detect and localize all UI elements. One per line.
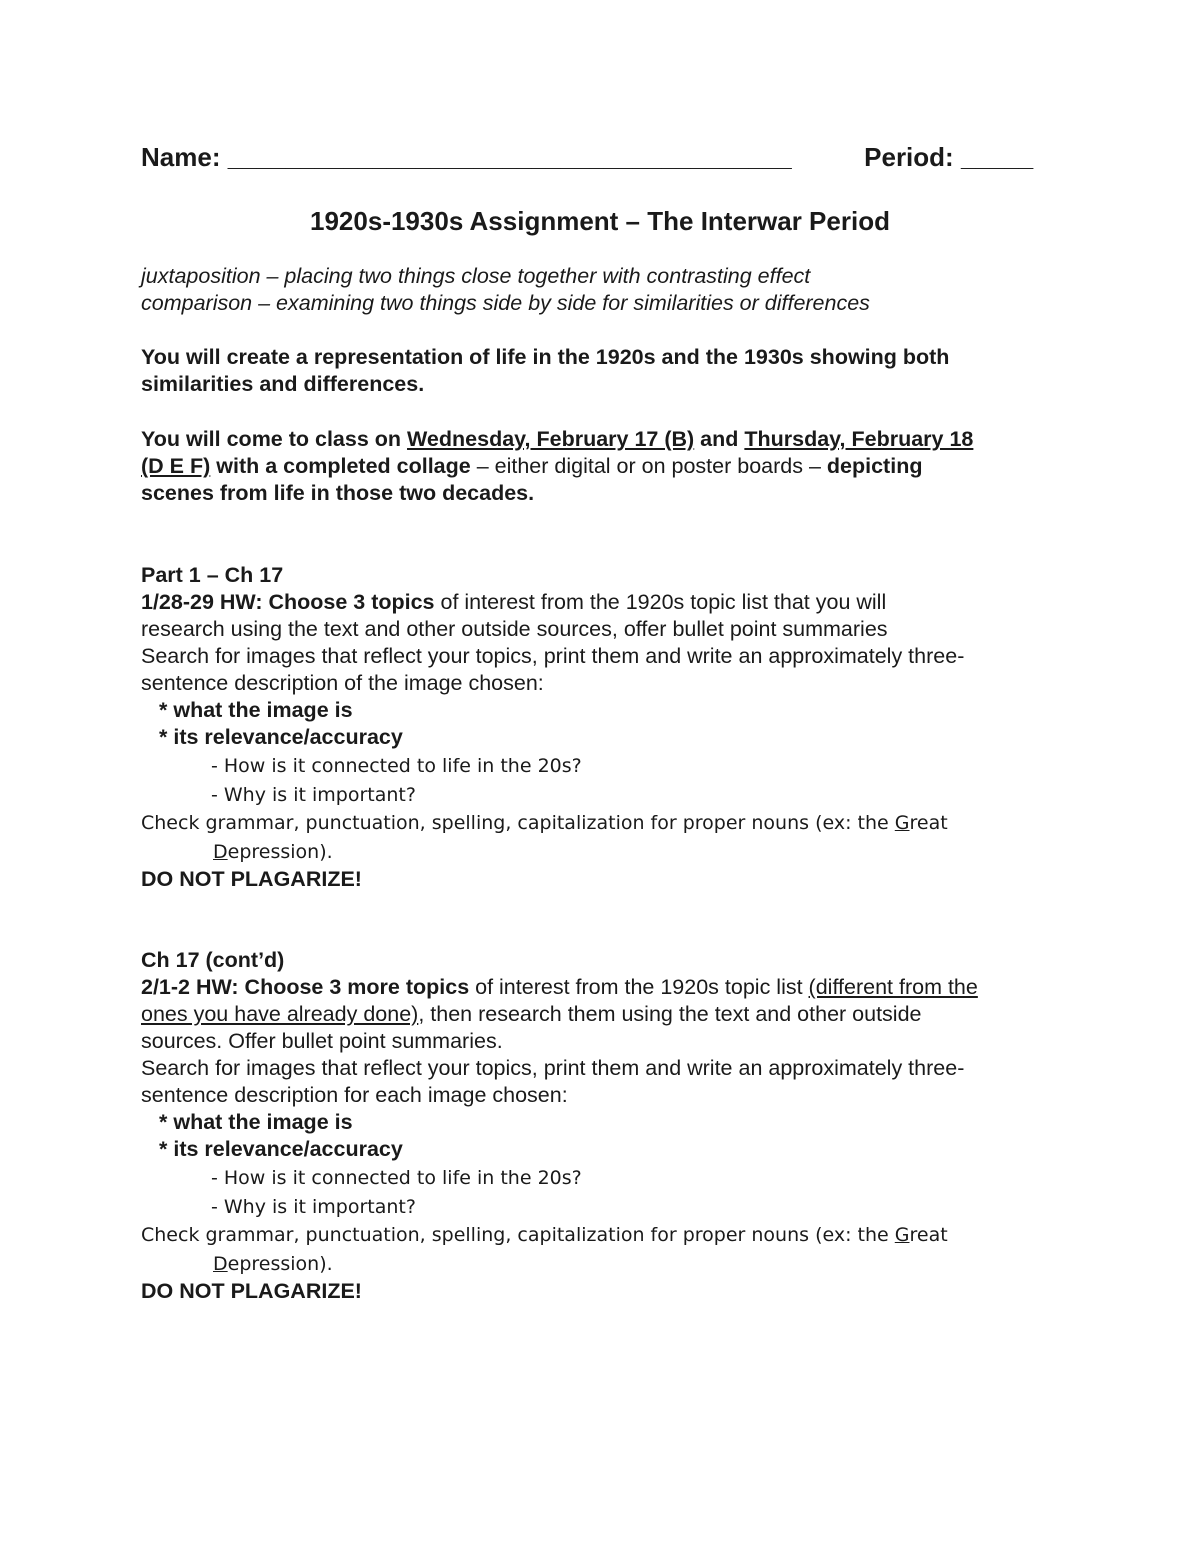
part1-section xyxy=(141,562,1071,751)
check-text: Check grammar, punctuation, spelling, capitalization for proper nouns (ex: the xyxy=(141,1224,895,1246)
due-text: with a completed collage xyxy=(210,454,471,478)
part2-text-line: Search for images that reflect your topics, print them and write an approximately three- xyxy=(141,1056,965,1080)
part2-text-line: sentence description for each image chosen: xyxy=(141,1083,568,1107)
due-text: and xyxy=(694,427,745,451)
part1-warning: DO NOT PLAGARIZE! xyxy=(141,867,362,891)
due-text: You will come to class on xyxy=(141,427,408,451)
due-line: scenes from life in those two decades. xyxy=(141,481,535,505)
check-line xyxy=(141,838,1071,867)
bullet-item: * its relevance/accuracy xyxy=(159,725,403,749)
hw-text: (different from the xyxy=(808,975,978,999)
check-text: Check grammar, punctuation, spelling, capitalization for proper nouns (ex: the xyxy=(141,812,895,834)
question-item: - Why is it important? xyxy=(211,783,416,806)
check-line xyxy=(141,809,1071,838)
name-blank: _______________________________________ xyxy=(227,142,792,172)
part2-warning: DO NOT PLAGARIZE! xyxy=(141,1279,362,1303)
name-label: Name: xyxy=(141,142,221,172)
part1-hw-line xyxy=(141,589,1071,616)
part2-text-line: sources. Offer bullet point summaries. xyxy=(141,1029,503,1053)
check-text: D xyxy=(213,840,228,863)
definitions xyxy=(141,263,1071,317)
check-text: G xyxy=(894,1224,910,1246)
period-label: Period: xyxy=(864,142,954,172)
intro-line: You will create a representation of life in the 1920s and the 1930s showing both xyxy=(141,345,950,369)
part1-text-line: Search for images that reflect your topics, print them and write an approximately three- xyxy=(141,644,965,668)
question-item: - Why is it important? xyxy=(211,1195,416,1218)
due-paragraph xyxy=(141,426,1071,507)
part2-section xyxy=(141,947,1071,1163)
name-period-row xyxy=(141,140,1041,174)
due-text: – either digital or on poster boards – xyxy=(470,454,827,478)
check-line xyxy=(141,1221,1071,1250)
due-text: depicting xyxy=(826,454,923,478)
bullet-item: * what the image is xyxy=(159,1110,353,1134)
hw-text: of interest from the 1920s topic list that you will xyxy=(434,590,887,614)
check-text: epression). xyxy=(227,840,333,863)
check-text: reat xyxy=(909,812,948,834)
question-item: - How is it connected to life in the 20s? xyxy=(211,755,582,777)
part2-text-line xyxy=(141,1001,1071,1028)
check-text: reat xyxy=(909,1224,948,1246)
period-blank: _____ xyxy=(960,142,1034,172)
due-line xyxy=(141,426,1071,453)
part1-text-line: research using the text and other outside sources, offer bullet point summaries xyxy=(141,617,888,641)
intro-paragraph xyxy=(141,344,1071,398)
due-date-thursday: Thursday, February 18 xyxy=(744,427,974,451)
hw-text: ones you have already done) xyxy=(141,1002,419,1026)
hw-text: , then research them using the text and other outside xyxy=(418,1002,922,1026)
bullet-item: * what the image is xyxy=(159,698,353,722)
part1-heading: Part 1 – Ch 17 xyxy=(141,563,284,587)
question-item: - How is it connected to life in the 20s? xyxy=(211,1167,582,1189)
intro-line: similarities and differences. xyxy=(141,372,425,396)
bullet-item: * its relevance/accuracy xyxy=(159,1137,403,1161)
check-line xyxy=(141,1250,1071,1279)
hw-label: 2/1-2 HW: Choose 3 more topics xyxy=(141,975,470,999)
check-text: D xyxy=(213,1252,228,1275)
part1-text-line: sentence description of the image chosen: xyxy=(141,671,544,695)
check-text: G xyxy=(894,812,910,834)
check-text: epression). xyxy=(227,1252,333,1275)
definition-juxtaposition: juxtaposition – placing two things close together with contrasting effect xyxy=(141,264,811,288)
due-line xyxy=(141,453,1071,480)
definition-comparison: comparison – examining two things side by side for similarities or differences xyxy=(141,291,870,315)
due-date-wednesday: Wednesday, February 17 (B) xyxy=(407,427,695,451)
hw-label: 1/28-29 HW: Choose 3 topics xyxy=(141,590,435,614)
page-title: 1920s-1930s Assignment – The Interwar Period xyxy=(310,206,890,236)
part2-hw-line xyxy=(141,974,1071,1001)
part1-details xyxy=(141,752,1071,866)
part2-details xyxy=(141,1164,1071,1278)
part2-heading: Ch 17 (cont’d) xyxy=(141,948,285,972)
hw-text: of interest from the 1920s topic list xyxy=(469,975,809,999)
due-groups: (D E F) xyxy=(141,454,211,478)
